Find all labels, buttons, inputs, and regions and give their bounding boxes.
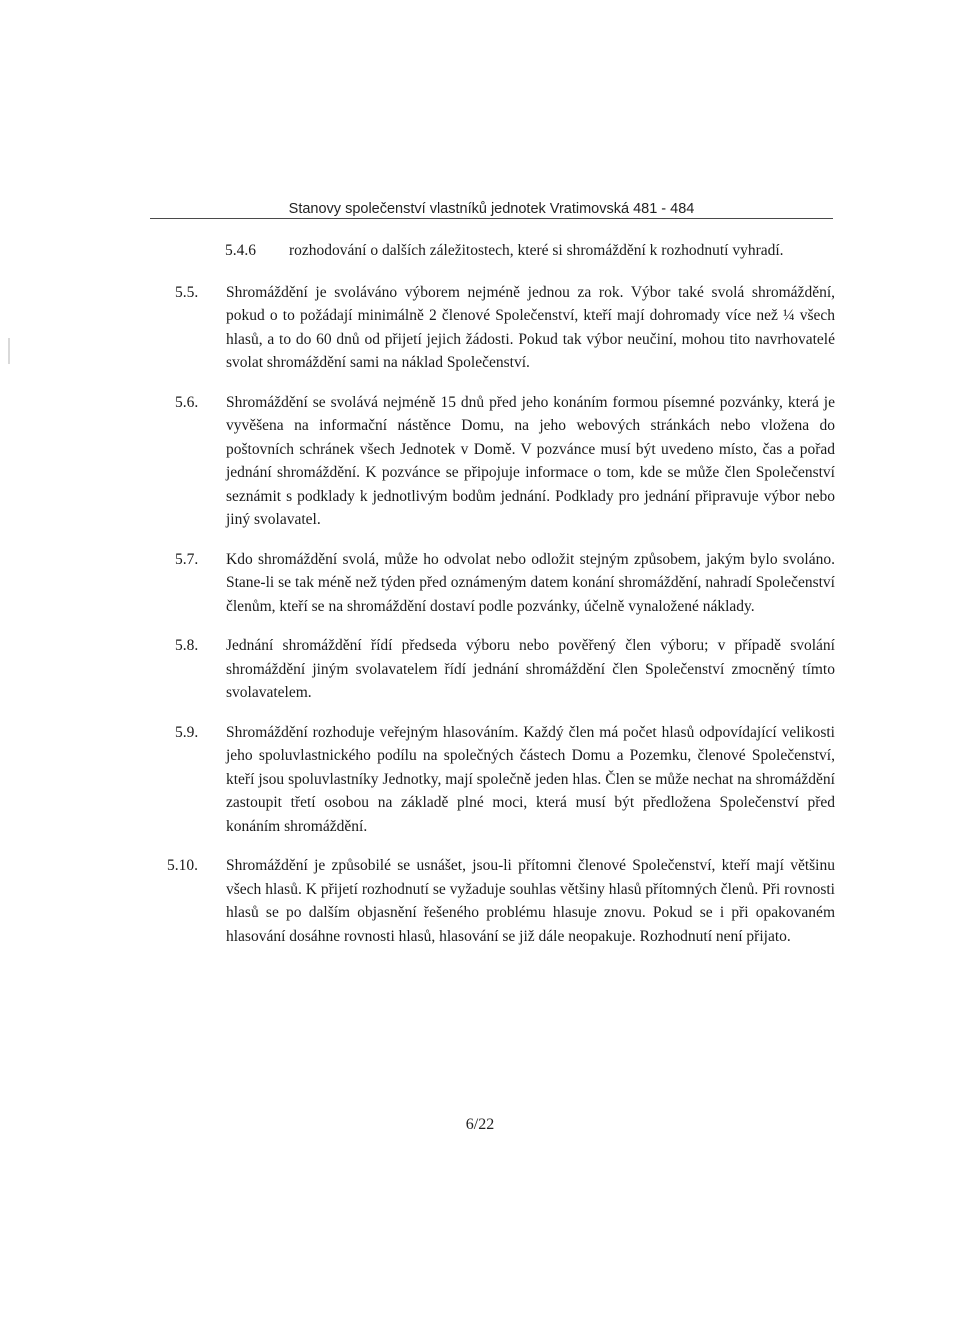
clause-5-8 (175, 634, 835, 705)
clause-5-4-6 (175, 239, 835, 263)
clause-5-6 (175, 391, 835, 532)
clause-text: Shromáždění je svoláváno výborem nejméně jednou za rok. Výbor také svolá shromáždění, pokud o to požádají minimálně 2 členové Společenství, kteří mají dohromady více než ¼ všech hlasů, a to do 60 dnů od přijetí jejich žádosti. Pokud tak výbor neučiní, mohou tito navrhovatelé svolat shromáždění sami na náklad Společenství. (226, 283, 835, 371)
clause-5-5 (175, 281, 835, 375)
page-number: 6/22 (465, 1116, 495, 1133)
clause-text: Jednání shromáždění řídí předseda výboru nebo pověřený člen výboru; v případě svolání shromáždění jiným svolavatelem řídí jednání shromáždění člen Společenství zmocněný tímto svolavatelem. (226, 637, 835, 701)
clause-text: Shromáždění rozhoduje veřejným hlasováním. Každý člen má počet hlasů odpovídající velikosti jeho spoluvlastnického podílu na společných částech Domu a Pozemku, členové Společenství, kteří jsou spoluvlastníky Jednotky, mají společně jeden hlas. Člen se může nechat na shromáždění zastoupit třetí osobou na základě plné moci, která musí být předložena Společenství před konáním shromáždění. (226, 723, 835, 835)
clause-number: 5.7. (175, 550, 199, 568)
clause-5-10 (167, 854, 835, 948)
page-header (150, 200, 833, 219)
clause-number: 5.10. (167, 857, 198, 874)
header-title: Stanovy společenství vlastníků jednotek Vratimovská 481 - 484 (288, 201, 695, 217)
clause-text: Shromáždění se svolává nejméně 15 dnů před jeho konáním formou písemné pozvánky, která je vyvěšena na informační nástěnce Domu, na jeho webových stránkách nebo vložena do poštovních schránek všech Jednotek v Domě. V pozvánce musí být uvedeno místo, čas a pořad jednání shromáždění. K pozvánce se připojuje informace o tom, kde se může člen Společenství seznámit s podklady k jednotlivým bodům jednání. Podklady pro jednání připravuje výbor nebo jiný svolavatel. (226, 393, 835, 528)
clause-number: 5.5. (175, 283, 199, 301)
clause-number: 5.8. (175, 637, 199, 654)
clause-text: Shromáždění je způsobilé se usnášet, jsou-li přítomni členové Společenství, kteří mají většinu všech hlasů. K přijetí rozhodnutí se vyžaduje souhlas většiny hlasů přítomných členů. Při rovnosti hlasů se po dalším objasnění řešeného problému hlasuje znovu. Pokud se i při opakovaném hlasování dosáhne rovnosti hlasů, hlasování se již dále neopakuje. Rozhodnutí není přijato. (226, 857, 835, 945)
clause-number: 5.9. (175, 723, 199, 741)
document-body (167, 236, 835, 964)
scan-mark (8, 338, 10, 364)
clause-number: 5.6. (175, 393, 199, 411)
clause-5-7 (175, 548, 835, 619)
clause-text: rozhodování o dalších záležitostech, které si shromáždění k rozhodnutí vyhradí. (289, 242, 784, 259)
clause-5-9 (175, 721, 835, 839)
clause-text: Kdo shromáždění svolá, může ho odvolat nebo odložit stejným způsobem, jakým bylo svoláno. Stane-li se tak méně než týden před oznámeným datem konání shromáždění, nahradí Společenství členům, kteří se na shromáždění dostaví podle pozvánky, účelně vynaložené náklady. (226, 550, 835, 615)
clause-number: 5.4.6 (225, 242, 256, 259)
